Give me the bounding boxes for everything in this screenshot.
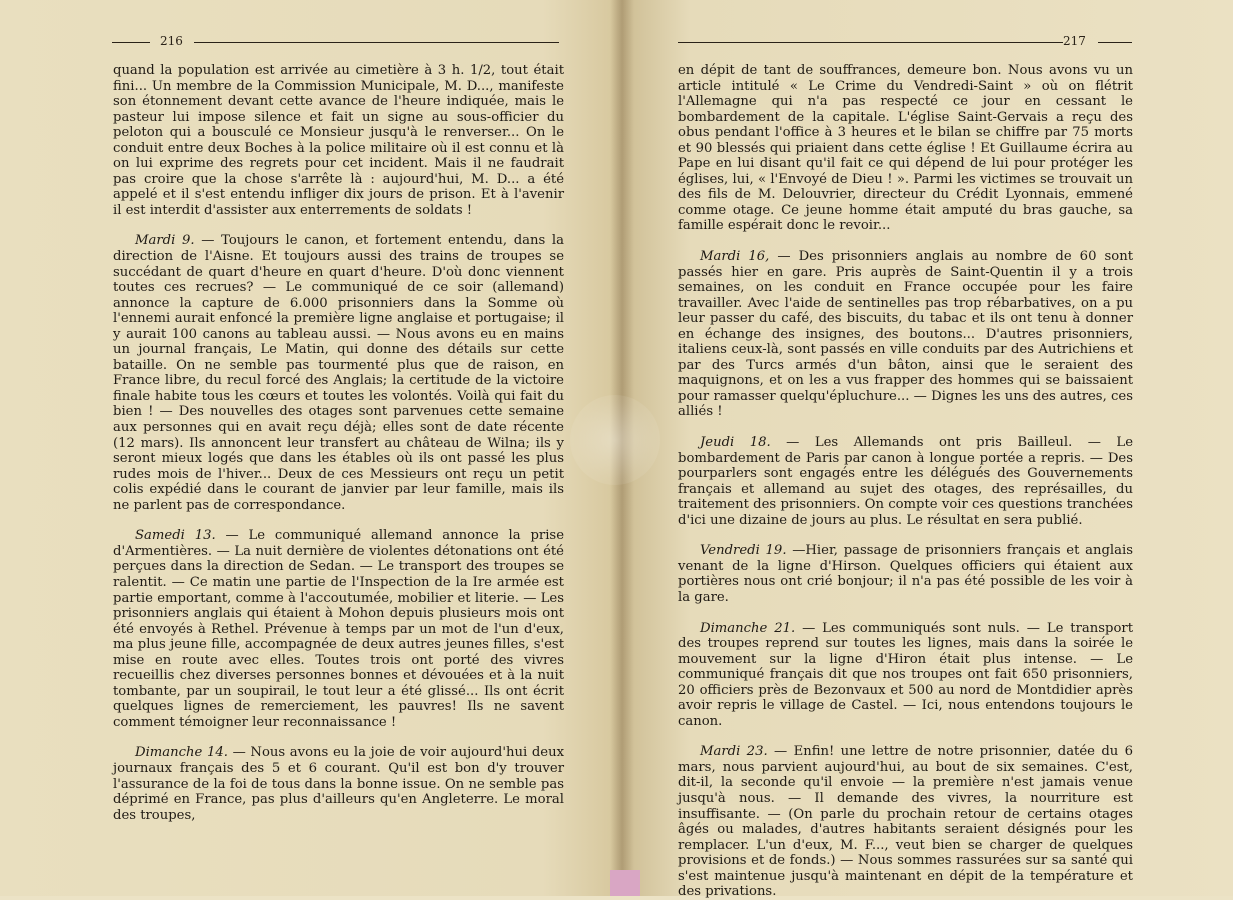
paragraph: [113, 63, 564, 218]
paragraph-text: quand la population est arrivée au cimetière à 3 h. 1/2, tout était fini... Un membre de la Commission Municipale, M. D..., manifeste son étonnement devant cette avance de l'heure indiquée, mais le pasteur lui impose silence et fait un signe au sous-officier du peloton qui a bousculé ce Monsieur jusqu'à le renverser... On le conduit entre deux Boches à la police militaire où il est connu et là on lui exprime des regrets pour cet incident. Mais il ne faudrait pas croire que la chose s'arrête là : aujourd'hui, M. D... a été appelé et il s'est entendu infliger dix jours de prison. Et à l'avenir il est interdit d'assister aux enterrements de soldats !: [113, 63, 564, 218]
page-number: 217: [1063, 34, 1086, 48]
paragraph: [678, 63, 1133, 234]
page-number: 216: [160, 34, 183, 48]
paragraph: [678, 744, 1133, 899]
paragraph: [678, 543, 1133, 605]
paragraph-text: — Les Allemands ont pris Bailleul. — Le bombardement de Paris par canon à longue portée a repris. — Des pourparlers sont engagés entre les délégués des Gouvernements français et allemand au sujet des otages, des représailles, du traitement des prisonniers. On compte voir ces questions tranchées d'ici une dizaine de jours au plus. Le résultat en sera publié.: [678, 435, 1133, 528]
paragraph-text: en dépit de tant de souffrances, demeure bon. Nous avons vu un article intitulé « Le Crime du Vendredi-Saint » où on flétrit l'Allemagne qui n'a pas respecté ce jour en cessant le bombardement de la capitale. L'église Saint-Gervais a reçu des obus pendant l'office à 3 heures et le bilan se chiffre par 75 morts et 90 blessés qui priaient dans cette église ! Et Guillaume écrira au Pape en lui disant qu'il fait ce qui dépend de lui pour protéger les églises, lui, « l'Envoyé de Dieu ! ». Parmi les victimes se trouvait un des fils de M. Delouvrier, directeur du Crédit Lyonnais, emmené comme otage. Ce jeune homme était amputé du bras gauche, sa famille espérait donc le revoir...: [678, 63, 1133, 234]
right-page: [628, 0, 1233, 900]
entry-date: Dimanche 14.: [135, 745, 228, 761]
right-page-text: [678, 63, 1133, 900]
entry-date: Mardi 16,: [700, 249, 770, 265]
entry-date: Dimanche 21.: [700, 620, 796, 636]
paragraph: [113, 528, 564, 730]
header-rule: [678, 42, 1063, 43]
header-rule: [112, 42, 150, 43]
paragraph-text: — Enfin! une lettre de notre prisonnier, datée du 6 mars, nous parvient aujourd'hui, au bout de six semaines. C'est, dit-il, la seconde qu'il envoie — la première n'est jamais venue jusqu'à nous. — Il demande des vivres, la nourriture est insuffisante. — (On parle du prochain retour de certains otages âgés ou malades, d'autres habitants seraient désignés pour les remplacer. L'un d'eux, M. F..., veut bien se charger de quelques provisions et de fonds.) — Nous sommes rassurées sur sa santé qui s'est maintenue jusqu'à maintenant en dépit de la température et des privations.: [678, 744, 1134, 900]
left-page-text: [113, 63, 564, 823]
paragraph: [678, 435, 1133, 528]
header-rule: [1098, 42, 1132, 43]
header-rule: [194, 42, 559, 43]
paragraph: [113, 745, 564, 823]
entry-date: Vendredi 19.: [700, 543, 787, 559]
entry-date: Mardi 9.: [135, 233, 195, 249]
paragraph-text: — Le communiqué allemand annonce la prise d'Armentières. — La nuit dernière de violentes détonations ont été perçues dans la direction de Sedan. — Le transport des troupes se ralentit. — Ce matin une partie de l'Inspection de la Ire armée est partie emportant, comme à l'accoutumée, mobilier et literie. — Les prisonniers anglais qui étaient à Mohon depuis plusieurs mois ont été envoyés à Rethel. Prévenue à temps par un mot de l'un d'eux, ma plus jeune fille, accompagnée de deux autres jeunes filles, s'est mise en route avec elles. Toutes trois ont porté des vivres recueillis chez diverses personnes bonnes et dévouées et à la nuit tombante, par un soupirail, le tout leur a été glissé... Ils ont écrit quelques lignes de remerciement, les pauvres! Ils ne savent comment témoigner leur reconnaissance !: [113, 528, 564, 730]
entry-date: Jeudi 18.: [700, 435, 771, 451]
entry-date: Mardi 23.: [700, 744, 768, 760]
paragraph: [678, 621, 1133, 730]
paragraph-text: — Les communiqués sont nuls. — Le transport des troupes reprend sur toutes les lignes, mais dans la soirée le mouvement sur la ligne d'Hiron était plus intense. — Le communiqué français dit que nos troupes ont fait 650 prisonniers, 20 officiers près de Bezonvaux et 500 au nord de Montdidier après avoir repris le village de Castel. — Ici, nous entendons toujours le canon.: [678, 620, 1133, 729]
paragraph: [113, 233, 564, 513]
paragraph-text: —Hier, passage de prisonniers français et anglais venant de la ligne d'Hirson. Quelques officiers qui étaient aux portières nous ont crié bonjour; il n'a pas été possible de les voir à la gare.: [678, 543, 1133, 605]
left-page-header: [112, 30, 557, 50]
paragraph: [678, 249, 1133, 420]
paragraph-text: — Toujours le canon, et fortement entendu, dans la direction de l'Aisne. Et toujours aussi des trains de troupes se succédant de quart d'heure en quart d'heure. D'où donc viennent toutes ces recrues? — Le communiqué de ce soir (allemand) annonce la capture de 6.000 prisonniers dans la Somme où l'ennemi aurait enfoncé la première ligne anglaise et portugaise; il y aurait 100 canons au tableau aussi. — Nous avons eu en mains un journal français, Le Matin, qui donne des détails sur cette bataille. On ne semble pas tourmenté plus que de raison, en France libre, du recul forcé des Anglais; la certitude de la victoire finale habite tous les cœurs et toutes les volontés. Voilà qui fait du bien ! — Des nouvelles des otages sont parvenues cette semaine aux personnes qui en avait reçu déjà; elles sont de date récente (12 mars). Ils annoncent leur transfert au château de Wilna; ils y seront mieux logés que dans les étables où ils ont passé les plus rudes mois de l'hiver... Deux de ces Messieurs ont reçu un petit colis expédié dans le courant de janvier par leur famille, mais ils ne parlent pas de correspondance.: [113, 233, 564, 513]
paragraph-text: — Nous avons eu la joie de voir aujourd'hui deux journaux français des 5 et 6 courant. Qu'il est bon d'y trouver l'assurance de la foi de tous dans la bonne issue. On ne semble pas déprimé en France, pas plus d'ailleurs qu'en Angleterre. Le moral des troupes,: [113, 745, 565, 823]
left-page: [0, 0, 618, 896]
right-page-header: [678, 30, 1158, 50]
entry-date: Samedi 13.: [135, 528, 216, 544]
paragraph-text: — Des prisonniers anglais au nombre de 60 sont passés hier en gare. Pris auprès de Saint-Quentin il y a trois semaines, on les conduit en France occupée pour les faire travailler. Avec l'aide de sentinelles pas trop rébarbatives, on a pu leur passer du café, des biscuits, du tabac et ils ont tenu à donner en échange des insignes, des boutons... D'autres prisonniers, italiens ceux-là, sont passés en ville conduits par des Autrichiens et par des Turcs armés d'un bâton, ainsi que le seraient des maquignons, et on les a vus frapper des hommes qui se baissaient pour ramasser quelqu'épluchure... — Dignes les uns des autres, ces alliés !: [678, 249, 1133, 420]
